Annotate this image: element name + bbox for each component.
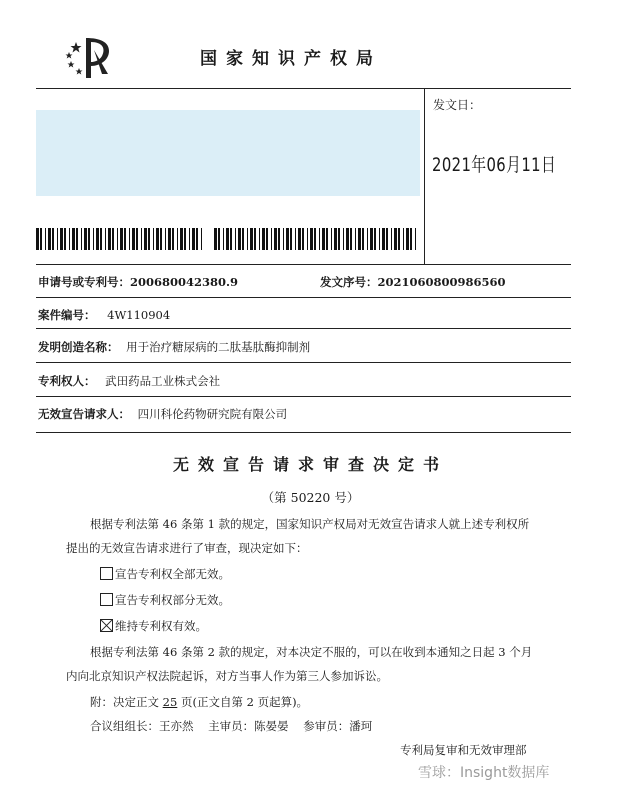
- option-maintain-valid-label: 维持专利权有效。: [115, 619, 207, 633]
- barcode-right: [214, 228, 420, 250]
- option-invalid-all: [100, 562, 230, 586]
- cnipa-logo: [62, 32, 122, 80]
- requester-value: 四川科伦药物研究院有限公司: [137, 407, 288, 421]
- header-vertical-divider: [424, 88, 425, 264]
- agency-name: 国家知识产权局: [200, 49, 382, 69]
- option-invalid-all-label: 宣告专利权全部无效。: [115, 567, 230, 581]
- case-number-row: [38, 307, 170, 323]
- serial-number-value: 2021060800986560: [377, 275, 506, 289]
- attachment-pages: 25: [162, 695, 178, 709]
- redacted-address-block: [36, 110, 420, 196]
- panel-members: 合议组组长：王亦然 主审员：陈晏晏 参审员：潘珂: [90, 719, 373, 733]
- intro-line-1: 根据专利法第 46 条第 1 款的规定，国家知识产权局对无效宣告请求人就上述专利权所: [90, 517, 530, 531]
- watermark: 雪球：Insight数据库: [418, 765, 550, 781]
- date-label: 发文日：: [433, 98, 482, 112]
- appeal-line-1: 根据专利法第 46 条第 2 款的规定，对本决定不服的，可以在收到本通知之日起 3 个月: [90, 645, 533, 659]
- attachment-suffix: 页(正文自第 2 页起算)。: [177, 695, 309, 709]
- invention-title-label: 发明创造名称：: [38, 340, 119, 354]
- option-invalid-part: [100, 588, 230, 612]
- application-number-label: 申请号或专利号：: [38, 275, 130, 289]
- patentee-label: 专利权人：: [38, 374, 96, 388]
- date-value: 2021年06月11日: [432, 154, 557, 176]
- decision-title: 无效宣告请求审查决定书: [172, 455, 448, 474]
- case-number-label: 案件编号：: [38, 308, 96, 322]
- patentee-value: 武田药品工业株式会社: [105, 374, 221, 388]
- invention-title-value: 用于治疗糖尿病的二肽基肽酶抑制剂: [126, 340, 311, 354]
- patentee-row: [38, 373, 220, 389]
- barcode-left: [36, 228, 206, 250]
- invention-title-row: [38, 339, 310, 355]
- serial-number-row: [320, 274, 506, 290]
- application-number-row: [38, 274, 238, 290]
- requester-label: 无效宣告请求人：: [38, 407, 130, 421]
- decision-number: （第 50220 号）: [261, 490, 360, 505]
- appeal-line-2: 内向北京知识产权法院起诉，对方当事人作为第三人参加诉讼。: [66, 669, 388, 683]
- checkbox-invalid-part: [100, 593, 113, 606]
- application-number-value: 200680042380.9: [130, 275, 239, 289]
- option-maintain-valid: [100, 614, 207, 638]
- checkbox-maintain-valid-checked: [100, 619, 113, 632]
- case-number-value: 4W110904: [107, 308, 171, 322]
- attachment-prefix: 附：决定正文: [90, 695, 163, 709]
- requester-row: [38, 406, 287, 422]
- header-divider: [36, 88, 571, 89]
- option-invalid-part-label: 宣告专利权部分无效。: [115, 593, 230, 607]
- issuing-department: 专利局复审和无效审理部: [400, 743, 527, 757]
- serial-number-label: 发文序号：: [320, 275, 378, 289]
- intro-line-2: 提出的无效宣告请求进行了审查，现决定如下：: [66, 541, 308, 555]
- attachment-line: [90, 690, 308, 714]
- checkbox-invalid-all: [100, 567, 113, 580]
